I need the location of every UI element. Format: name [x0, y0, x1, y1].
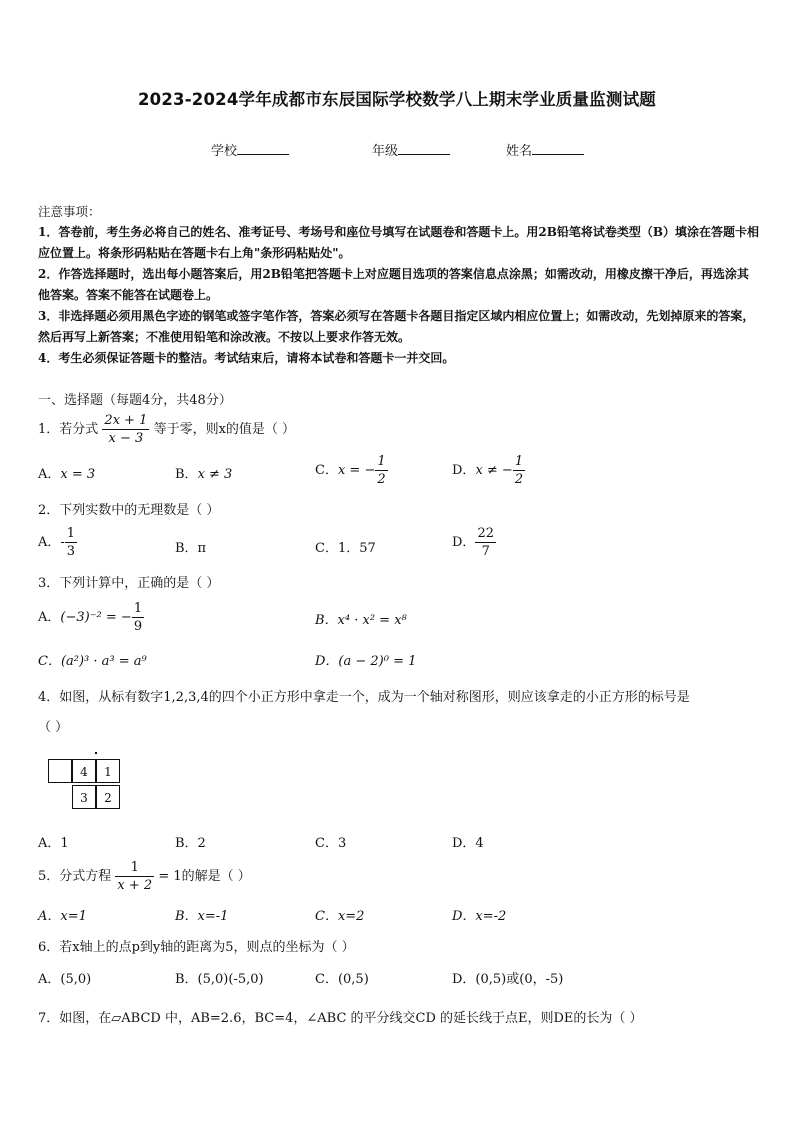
q1-d-den: 2: [514, 472, 524, 487]
q1-b-label: B．: [175, 467, 198, 482]
q5-denominator: x + 2: [117, 878, 153, 893]
school-field: [211, 140, 289, 159]
name-label: 姓名: [506, 144, 533, 159]
q1-d-num: 1: [514, 454, 524, 469]
q2-a-fraction: [65, 525, 77, 560]
name-blank: [532, 141, 584, 155]
q2-a-den: 3: [66, 544, 76, 559]
q1-c-label: C．: [315, 463, 338, 478]
q1-denominator: x − 3: [108, 431, 144, 446]
square-figure: [48, 759, 124, 809]
q5-numerator: 1: [115, 859, 154, 877]
q2-d-num: 22: [477, 526, 494, 541]
grade-label: 年级: [372, 144, 399, 159]
q1-c-den: 2: [377, 472, 386, 487]
grade-blank: [398, 141, 450, 155]
q1-option-b: [175, 463, 232, 482]
q3-option-c: C．(a²)³ · a³ = a⁹: [38, 654, 147, 669]
q2-a-label: A．: [38, 535, 61, 550]
question-1: [38, 412, 295, 447]
q1-a-label: A．: [38, 467, 61, 482]
q3-a-num: 1: [133, 601, 143, 616]
square-1: 1: [96, 759, 120, 783]
q5-option-b: B．x=-1: [175, 909, 229, 924]
q5-option-c: C．x=2: [315, 909, 365, 924]
q1-option-a: [38, 463, 95, 482]
q3-a-label: A．: [38, 610, 61, 625]
q1-numerator: 2x + 1: [104, 413, 148, 428]
q2-d-label: D．: [452, 535, 476, 550]
q2-a-pre: -: [60, 535, 65, 550]
q6-option-d: D．(0,5)或(0，-5): [452, 972, 564, 987]
q1-fraction: [102, 412, 149, 447]
school-blank: [237, 141, 289, 155]
q1-prefix: 1．若分式: [38, 422, 99, 437]
q3-option-d: D．(a − 2)⁰ = 1: [315, 654, 417, 669]
notice-block: [38, 201, 760, 369]
empty-square: [48, 759, 72, 783]
q1-option-c: [315, 453, 388, 488]
notice-item-3: 3．非选择题必须用黑色字迹的钢笔或签字笔作答，答案必须写在答题卡各题目指定区域内相应位置上；如需改动，先划掉原来的答案，然后再写上新答案；不准使用铅笔和涂改液。不按以上要求作答无效。: [38, 309, 755, 344]
q5-option-a: A．x=1: [38, 909, 87, 924]
notice-item-1: 1．答卷前，考生务必将自己的姓名、准考证号、考场号和座位号填写在试题卷和答题卡上。用2B铅笔将试卷类型（B）填涂在答题卡相应位置上。将条形码粘贴在答题卡右上角"条形码粘贴处"。: [38, 225, 759, 260]
q5-suffix: = 1的解是（ ）: [158, 869, 251, 884]
q2-a-num: 1: [66, 526, 76, 541]
question-4: 4．如图，从标有数字1,2,3,4的四个小正方形中拿走一个，成为一个轴对称图形，则应该拿走的小正方形的标号是: [38, 690, 690, 705]
q3-option-a: [38, 600, 144, 635]
q1-c-num: 1: [377, 454, 386, 469]
q2-option-c: C．1．57: [315, 541, 376, 556]
q1-option-d: [452, 453, 525, 488]
q3-a-text: (−3)⁻² = −: [60, 610, 132, 625]
q6-option-b: B．(5,0)(-5,0): [175, 972, 264, 987]
question-3: 3．下列计算中，正确的是（ ）: [38, 576, 220, 591]
question-6: 6．若x轴上的点p到y轴的距离为5，则点的坐标为（ ）: [38, 940, 355, 955]
q3-a-fraction: [132, 600, 144, 635]
q3-a-den: 9: [133, 619, 143, 634]
grade-field: [372, 140, 450, 159]
q4-option-b: B．2: [175, 836, 206, 851]
q6-option-c: C．(0,5): [315, 972, 369, 987]
question-5: [38, 859, 251, 894]
name-field: [506, 140, 584, 159]
q1-b-text: x ≠ 3: [197, 467, 233, 482]
q2-option-d: [452, 525, 496, 560]
school-label: 学校: [211, 144, 238, 159]
q5-fraction: [115, 859, 154, 894]
q5-prefix: 5．分式方程: [38, 869, 112, 884]
q4-option-d: D．4: [452, 836, 484, 851]
figure-dot: [95, 752, 97, 754]
q1-d-pre: x ≠ −: [475, 463, 513, 478]
q4-paren: （ ）: [38, 720, 69, 735]
q4-option-a: A．1: [38, 836, 69, 851]
q1-d-label: D．: [452, 463, 476, 478]
q3-option-b: B．x⁴ · x² = x⁸: [315, 613, 407, 628]
q4-option-c: C．3: [315, 836, 347, 851]
q1-c-pre: x = −: [337, 463, 376, 478]
question-7: 7．如图，在▱ABCD 中，AB=2.6，BC=4，∠ABC 的平分线交CD 的延长线于点E，则DE的长为（ ）: [38, 1011, 643, 1026]
square-3: 3: [72, 785, 96, 809]
q2-option-a: [38, 525, 77, 560]
section-heading: 一、选择题（每题4分，共48分）: [38, 393, 232, 408]
q1-c-fraction: [375, 453, 387, 488]
square-4: 4: [72, 759, 96, 783]
square-2: 2: [96, 785, 120, 809]
notice-item-2: 2．作答选择题时，选出每小题答案后，用2B铅笔把答题卡上对应题目选项的答案信息点涂黑；如需改动，用橡皮擦干净后，再选涂其他答案。答案不能答在试题卷上。: [38, 267, 749, 302]
q2-option-b: B．π: [175, 541, 207, 556]
notice-heading: 注意事项：: [38, 204, 101, 219]
q1-suffix: 等于零，则x的值是（ ）: [153, 422, 296, 437]
q6-option-a: A．(5,0): [38, 972, 92, 987]
question-2: 2．下列实数中的无理数是（ ）: [38, 503, 220, 518]
q5-option-d: D．x=-2: [452, 909, 507, 924]
q1-a-text: x = 3: [60, 467, 96, 482]
notice-item-4: 4．考生必须保证答题卡的整洁。考试结束后，请将本试卷和答题卡一并交回。: [38, 351, 455, 365]
q1-d-fraction: [513, 453, 525, 488]
exam-title: 2023-2024学年成都市东辰国际学校数学八上期末学业质量监测试题: [138, 90, 656, 109]
q2-d-fraction: [475, 525, 496, 560]
q2-d-den: 7: [481, 544, 490, 559]
